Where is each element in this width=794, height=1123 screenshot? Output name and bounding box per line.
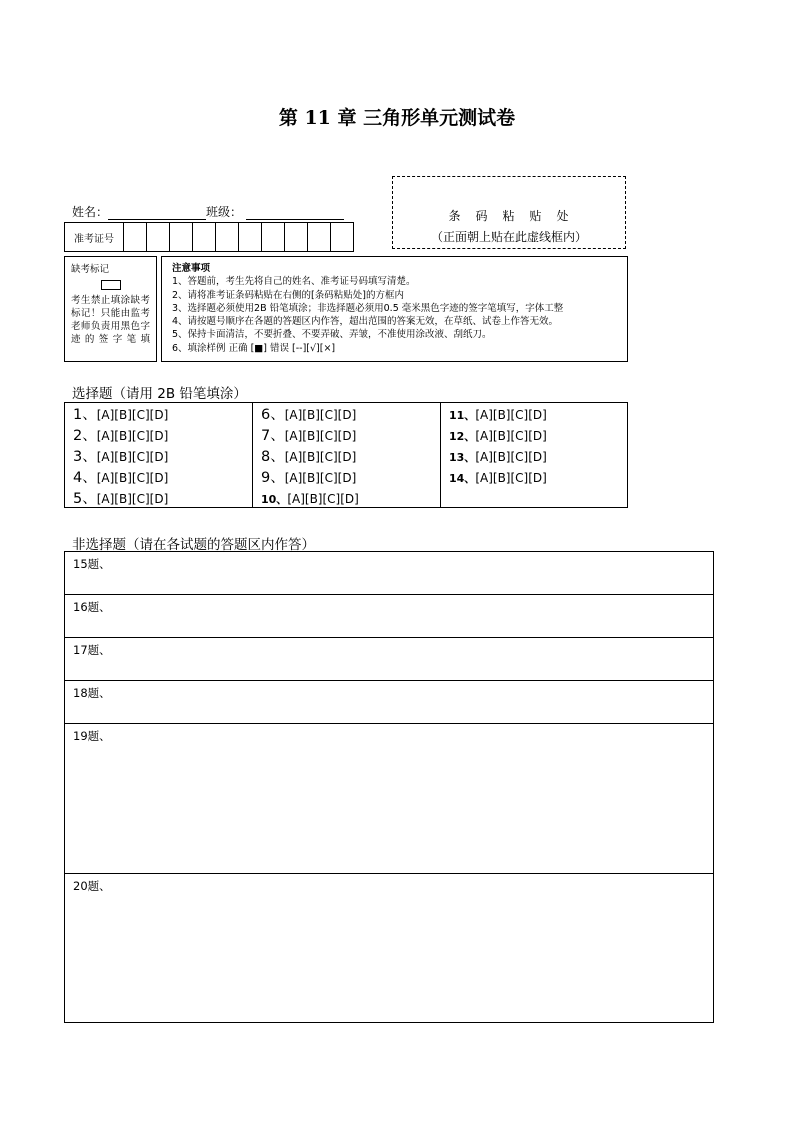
name-field[interactable] [108, 207, 206, 220]
mc-question[interactable]: 8、[A][B][C][D] [261, 449, 357, 465]
exam-id-cell[interactable] [285, 223, 308, 252]
exam-id-cell[interactable] [308, 223, 331, 252]
notes-item: 5、保持卡面清洁，不要折叠、不要弄破、弄皱，不准使用涂改液、刮纸刀。 [172, 329, 492, 341]
exam-id-cell[interactable] [331, 223, 354, 252]
exam-id-cell[interactable] [193, 223, 216, 252]
nc-section-label: 非选择题（请在各试题的答题区内作答） [72, 537, 315, 553]
exam-id-cell[interactable] [239, 223, 262, 252]
mc-question[interactable]: 7、[A][B][C][D] [261, 428, 357, 444]
answer-box-label: 16题、 [73, 600, 111, 614]
mc-question[interactable]: 12、[A][B][C][D] [449, 429, 547, 443]
mc-question[interactable]: 5、[A][B][C][D] [73, 491, 169, 507]
exam-id-cell[interactable] [124, 223, 147, 252]
mc-question[interactable]: 10、[A][B][C][D] [261, 492, 359, 506]
exam-id-cell[interactable] [216, 223, 239, 252]
notes-box [161, 256, 628, 362]
answer-box-label: 18题、 [73, 686, 111, 700]
absent-checkbox[interactable] [101, 280, 121, 290]
exam-id-cell[interactable] [262, 223, 285, 252]
name-class-row [72, 203, 344, 220]
name-label: 姓名： [72, 205, 109, 219]
notes-item: 2、请将准考证条码粘贴在右侧的[条码粘贴处]的方框内 [172, 289, 404, 301]
absent-mark-box [64, 256, 157, 362]
mc-column [441, 403, 627, 507]
barcode-hint: （正面朝上贴在此虚线框内） [430, 230, 587, 244]
absent-desc: 考生禁止填涂缺考标记！只能由监考老师负责用黑色字迹的签字笔填 [71, 295, 150, 345]
mc-question[interactable]: 1、[A][B][C][D] [73, 407, 169, 423]
answer-box-label: 19题、 [73, 729, 111, 743]
answer-box-18[interactable] [65, 681, 713, 724]
mc-answer-grid [64, 402, 628, 508]
absent-title: 缺考标记 [71, 264, 110, 275]
answer-box-16[interactable] [65, 595, 713, 638]
answer-box-15[interactable] [65, 552, 713, 595]
mc-question[interactable]: 3、[A][B][C][D] [73, 449, 169, 465]
barcode-title: 条码粘贴处 [448, 209, 584, 223]
answer-box-label: 15题、 [73, 557, 111, 571]
exam-id-cell[interactable] [147, 223, 170, 252]
exam-id-cell[interactable] [170, 223, 193, 252]
mc-question[interactable]: 9、[A][B][C][D] [261, 470, 357, 486]
notes-item: 1、答题前，考生先将自己的姓名、准考证号码填写清楚。 [172, 276, 416, 288]
mc-question[interactable]: 2、[A][B][C][D] [73, 428, 169, 444]
nc-answer-area [64, 551, 714, 1023]
mc-question[interactable]: 6、[A][B][C][D] [261, 407, 357, 423]
exam-id-label: 准考证号 [65, 223, 124, 252]
mc-section-label: 选择题（请用 2B 铅笔填涂） [72, 386, 247, 402]
mc-column [65, 403, 253, 507]
answer-box-20[interactable] [65, 874, 713, 1023]
mc-question[interactable]: 11、[A][B][C][D] [449, 408, 547, 422]
mc-column [253, 403, 441, 507]
notes-item: 4、请按题号顺序在各题的答题区内作答，超出范围的答案无效，在草纸、试卷上作答无效。 [172, 316, 559, 328]
mc-question[interactable]: 4、[A][B][C][D] [73, 470, 169, 486]
notes-item: 6、填涂样例 正确 [■] 错误 [--][√][×] [172, 342, 336, 354]
class-label: 班级： [206, 205, 243, 219]
answer-box-17[interactable] [65, 638, 713, 681]
mc-question[interactable]: 13、[A][B][C][D] [449, 450, 547, 464]
exam-id-grid [64, 222, 354, 252]
notes-item: 3、选择题必须使用2B 铅笔填涂；非选择题必须用0.5 毫米黑色字迹的签字笔填写，字体工整 [172, 302, 564, 314]
answer-box-19[interactable] [65, 724, 713, 874]
notes-title: 注意事项 [172, 263, 211, 274]
mc-question[interactable]: 14、[A][B][C][D] [449, 471, 547, 485]
page-title: 第 11 章 三角形单元测试卷 [278, 107, 516, 129]
class-field[interactable] [246, 207, 344, 220]
barcode-area [392, 176, 626, 249]
answer-box-label: 17题、 [73, 643, 111, 657]
answer-box-label: 20题、 [73, 879, 111, 893]
